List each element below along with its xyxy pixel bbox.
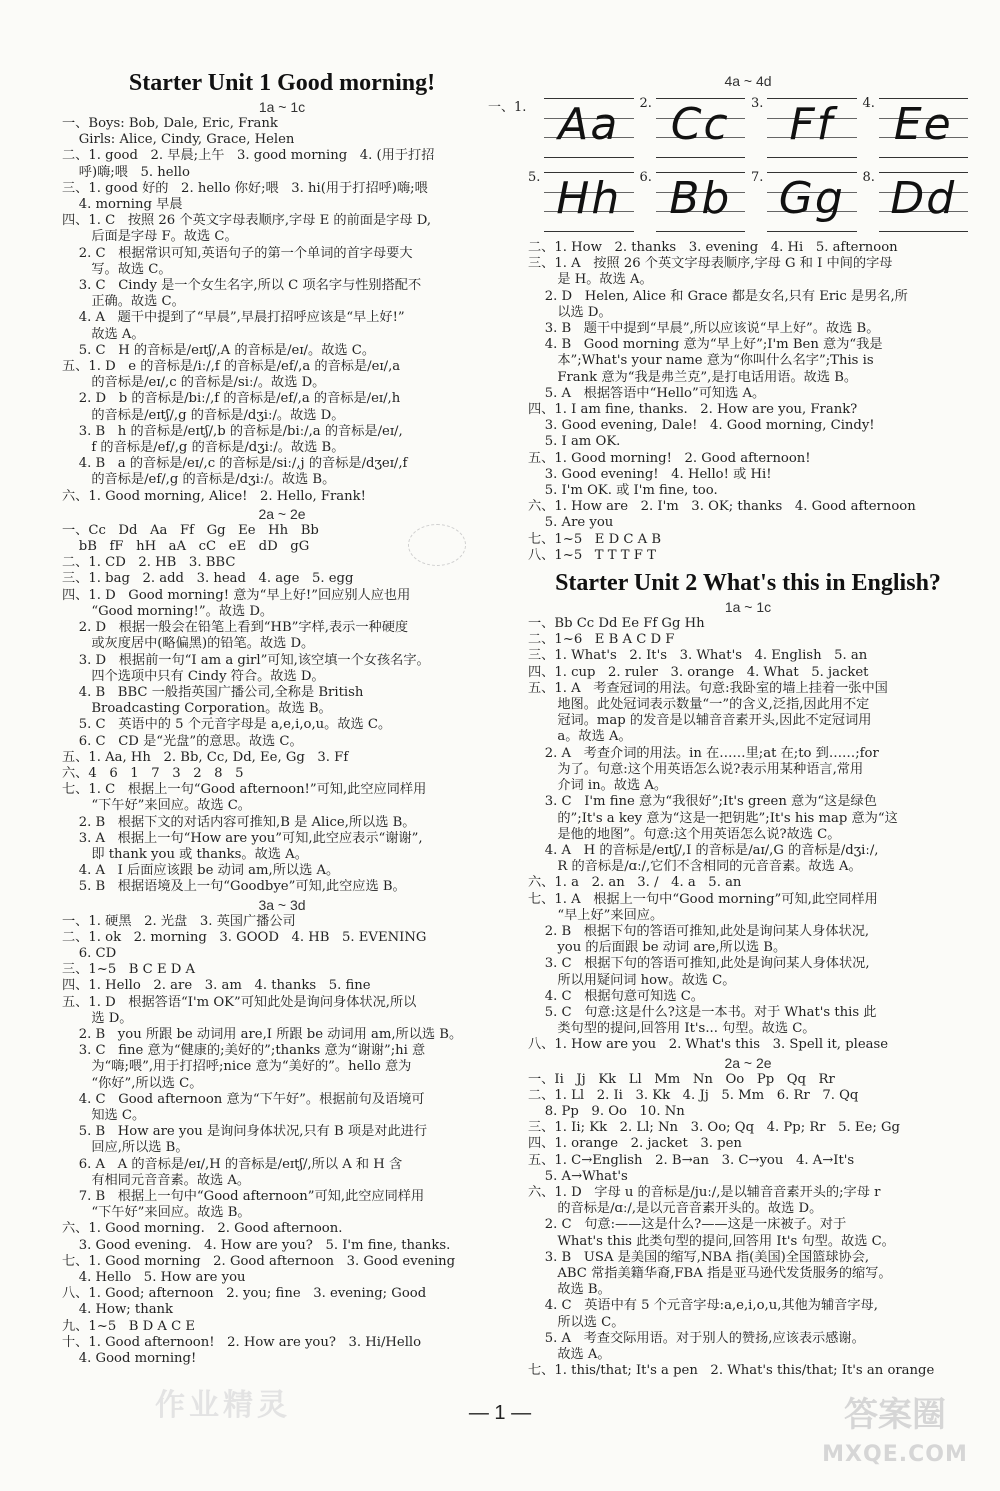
- answer-line: 类句型的提问,回答用 It's... 句型。故选 C。: [528, 1021, 816, 1037]
- letter-item-number: 2.: [639, 96, 652, 111]
- answer-line: 以选 D。: [528, 304, 612, 320]
- answer-line: 即 thank you 或 thanks。故选 A。: [62, 846, 308, 862]
- answer-line: Broadcasting Corporation。故选 B。: [62, 701, 332, 717]
- handwriting-letter-cell: [528, 168, 634, 234]
- answer-line: 5. C H 的音标是/eɪtʃ/,A 的音标是/eɪ/。故选 C。: [62, 342, 376, 358]
- answer-line: 四、1. Hello 2. are 3. am 4. thanks 5. fine: [62, 978, 371, 994]
- answer-line: f 的音标是/ef/,g 的音标是/dʒiː/。故选 B。: [62, 440, 345, 456]
- answer-line: 2. A 考查介词的用法。in 在……里;at 在;to 到……;for: [528, 745, 879, 761]
- answer-line: 故选 A。: [62, 326, 145, 342]
- handwriting-letters-grid: [488, 94, 968, 234]
- answer-line: 是 H。故选 A。: [528, 272, 653, 288]
- answer-line: What's this 此类句型的提问,回答用 It's 句型。故选 C。: [528, 1233, 895, 1249]
- handwritten-letter-pair: Aa: [558, 99, 620, 150]
- handwriting-letter-cell: [640, 168, 746, 234]
- answer-line: 后面是字母 F。故选 C。: [62, 229, 238, 245]
- answer-line: 2. B you 所跟 be 动词用 are,I 所跟 be 动词用 am,所以选 B。: [62, 1026, 463, 1042]
- answer-line: 2. C 根据常识可知,英语句子的第一个单词的首字母要大: [62, 245, 413, 261]
- answer-line: 或灰度居中(略偏黑)的铅笔。故选 D。: [62, 636, 315, 652]
- handwriting-letter-cell: [751, 94, 857, 160]
- answer-line: 2. D Helen, Alice 和 Grace 都是女名,只有 Eric 是男名,所: [528, 288, 908, 304]
- answer-line: you 的后面跟 be 动词 are,所以选 B。: [528, 940, 787, 956]
- answer-line: 七、1. Good morning 2. Good afternoon 3. Good evening: [62, 1253, 456, 1269]
- answer-line: 4. A H 的音标是/eɪtʃ/,I 的音标是/aɪ/,G 的音标是/dʒiː/,: [528, 842, 879, 858]
- answer-line: 5. I'm OK. 或 I'm fine, too.: [528, 483, 718, 499]
- answer-line: ABC 常指美籍华裔,FBA 指是亚马逊代发货服务的缩写。: [528, 1265, 892, 1281]
- answer-line: 三、1. bag 2. add 3. head 4. age 5. egg: [62, 571, 354, 587]
- answer-line: 知选 C。: [62, 1107, 146, 1123]
- answer-line: 介词 in。故选 A。: [528, 778, 668, 794]
- answer-line: 一、1. 硬黑 2. 光盘 3. 英国广播公司: [62, 913, 296, 929]
- answer-line: 六、1. How are 2. I'm 3. OK; thanks 4. Good afternoon: [528, 499, 916, 515]
- answer-line: 十、1. Good afternoon! 2. How are you? 3. Hi/Hello: [62, 1334, 422, 1350]
- answer-line: 二、1. CD 2. HB 3. BBC: [62, 555, 236, 571]
- answer-line: 5. B 根据语境及上一句“Goodbye”可知,此空应选 B。: [62, 879, 406, 895]
- answer-line: 4. C 根据句意可知选 C。: [528, 988, 704, 1004]
- page-number: — 1 —: [468, 1402, 532, 1424]
- answer-line: 5. C 英语中的 5 个元音字母是 a,e,i,o,u。故选 C。: [62, 717, 392, 733]
- answer-line: 六、4 6 1 7 3 2 8 5: [62, 765, 244, 781]
- handwritten-letter-pair: Ff: [789, 99, 835, 150]
- answer-line: 二、1. good 2. 早晨;上午 3. good morning 4. (用于打招: [62, 148, 435, 164]
- handwriting-letter-cell: [640, 94, 746, 160]
- answer-line: 故选 B。: [528, 1282, 611, 1298]
- section-head-4a-4d: 4a ~ 4d: [724, 73, 772, 89]
- answer-line: 2. B 根据下文的对话内容可推知,B 是 Alice,所以选 B。: [62, 814, 416, 830]
- answer-line: 2. B 根据下句的答语可推知,此处是询问某人身体状况,: [528, 923, 870, 939]
- answer-line: 一、Bb Cc Dd Ee Ff Gg Hh: [528, 616, 705, 632]
- answer-line: 四、1. D Good morning! 意为“早上好!”回应别人应也用: [62, 587, 411, 603]
- watermark-right-sub: MXQE.COM: [822, 1442, 968, 1467]
- answer-line: 6. C CD 是“光盘”的意思。故选 C。: [62, 733, 303, 749]
- letter-item-number: 一、1.: [488, 100, 527, 115]
- answer-line: 的音标是/eɪ/,c 的音标是/siː/。故选 D。: [62, 375, 326, 391]
- answer-line: 3. Good evening! 4. Hello! 或 Hi!: [528, 466, 772, 482]
- answer-line: 6. CD: [62, 945, 117, 961]
- answer-line: 九、1~5 B D A C E: [62, 1318, 196, 1334]
- answer-line: 八、1. Good; afternoon 2. you; fine 3. evening; Good: [62, 1286, 427, 1302]
- answer-line: 3. C Cindy 是一个女生名字,所以 C 项名字与性别搭配不: [62, 278, 422, 294]
- answer-line: 4. B BBC 一般指英国广播公司,全称是 British: [62, 684, 364, 700]
- answer-line: 六、1. Good morning. 2. Good afternoon.: [62, 1221, 343, 1237]
- answer-line: 4. C Good afternoon 意为“下午好”。根据前句及语境可: [62, 1091, 425, 1107]
- answer-line: 七、1. A 根据上一句中“Good morning”可知,此空同样用: [528, 891, 878, 907]
- answer-line: 四、1. cup 2. ruler 3. orange 4. What 5. jacket: [528, 664, 869, 680]
- answer-line: 五、1. Good morning! 2. Good afternoon!: [528, 450, 811, 466]
- handwriting-letter-cell: [751, 168, 857, 234]
- answer-line: 3. A 根据上一句“How are you”可知,此空应表示“谢谢”,: [62, 830, 423, 846]
- letter-item-number: 7.: [751, 170, 764, 185]
- answer-line: 选 D。: [62, 1010, 133, 1026]
- answer-line: “早上好”来回应。: [528, 907, 664, 923]
- answer-line: 五、1. D e 的音标是/iː/,f 的音标是/ef/,a 的音标是/eɪ/,a: [62, 359, 401, 375]
- answer-line: 的音标是/eɪtʃ/,g 的音标是/dʒiː/。故选 D。: [62, 407, 345, 423]
- answer-line: 回应,所以选 B。: [62, 1140, 189, 1156]
- answer-line: 的音标是/ef/,g 的音标是/dʒiː/。故选 B。: [62, 472, 336, 488]
- answer-line: 4. A 题干中提到了“早晨”,早晨打招呼应该是“早上好!”: [62, 310, 405, 326]
- right-column: [488, 68, 968, 1379]
- answer-line: 所以用疑问词 how。故选 C。: [528, 972, 736, 988]
- unit-2-title: Starter Unit 2 What's this in English?: [555, 570, 941, 597]
- answer-line: 8. Pp 9. Oo 10. Nn: [528, 1103, 685, 1119]
- section-head: 3a ~ 3d: [258, 896, 306, 913]
- answer-line: 7. B 根据上一句中“Good afternoon”可知,此空应同样用: [62, 1189, 425, 1204]
- answer-line: 三、1. good 好的 2. hello 你好;喂 3. hi(用于打招呼)嗨;喂: [62, 180, 428, 196]
- answer-line: 为了。句意:这个用英语怎么说?表示用某种语言,常用: [528, 761, 864, 777]
- answer-line: 一、Boys: Bob, Dale, Eric, Frank: [62, 116, 278, 131]
- answer-line: 七、1. C 根据上一句“Good afternoon!”可知,此空应同样用: [62, 782, 427, 798]
- watermark-right: [810, 1395, 980, 1475]
- answer-line: R 的音标是/ɑː/,它们不含相同的元音音素。故选 A。: [528, 859, 862, 875]
- answer-line: 3. B USA 是美国的缩写,NBA 指(美国)全国篮球协会,: [528, 1249, 870, 1265]
- answer-line: 八、1~5 T T T F T: [528, 547, 656, 563]
- letter-item-number: 8.: [862, 170, 875, 185]
- answer-line: 5. A→What's: [528, 1168, 628, 1184]
- answer-line: 地图。此处冠词表示数量“一”的含义,泛指,因此用不定: [528, 697, 870, 713]
- answer-line: 四、1. C 按照 26 个英文字母表顺序,字母 E 的前面是字母 D,: [62, 213, 432, 229]
- answer-line: 所以选 C。: [528, 1314, 625, 1330]
- answer-line: 本”;What's your name 意为“你叫什么名字”;This is: [528, 353, 874, 369]
- answer-line: 正确。故选 C。: [62, 294, 185, 310]
- unit-1-sections: [62, 98, 502, 1367]
- answer-line: 5. C 句意:这是什么?这是一本书。对于 What's this 此: [528, 1004, 877, 1020]
- answer-line: 4. Hello 5. How are you: [62, 1270, 246, 1286]
- letter-item-number: 4.: [862, 96, 875, 111]
- answer-line: 一、Cc Dd Aa Ff Gg Ee Hh Bb: [62, 522, 319, 538]
- answer-line: 八、1. How are you 2. What's this 3. Spell it, please: [528, 1037, 889, 1053]
- answer-line: 呼)嗨;喂 5. hello: [62, 164, 190, 180]
- answer-line: 5. A 考查交际用语。对于别人的赞扬,应该表示感谢。: [528, 1330, 865, 1346]
- answer-line: 2. D b 的音标是/biː/,f 的音标是/ef/,a 的音标是/eɪ/,h: [62, 391, 401, 407]
- answer-line: 是他的地图”。句意:这个用英语怎么说?故选 C。: [528, 826, 841, 842]
- answer-line: 4. B a 的音标是/eɪ/,c 的音标是/siː/,j 的音标是/dʒeɪ/,f: [62, 456, 408, 472]
- answer-line: 3. B 题干中提到“早晨”,所以应该说“早上好”。故选 B。: [528, 321, 880, 337]
- answer-line: Frank 意为“我是弗兰克”,是打电话用语。故选 B。: [528, 369, 858, 385]
- faint-stamp: [408, 524, 466, 566]
- answer-line: 六、1. D 字母 u 的音标是/juː/,是以辅音音素开头的;字母 r: [528, 1184, 881, 1200]
- answer-line: 4. C 英语中有 5 个元音字母:a,e,i,o,u,其他为辅音字母,: [528, 1298, 878, 1314]
- handwritten-letter-pair: Bb: [669, 173, 732, 224]
- handwriting-letter-cell: [863, 94, 969, 160]
- answer-line: 四、1. orange 2. jacket 3. pen: [528, 1136, 742, 1152]
- answer-line: 4. B Good morning 意为“早上好”;I'm Ben 意为“我是: [528, 337, 883, 353]
- answer-line: 为“嗨;喂”,用于打招呼;nice 意为“美好的”。hello 意为: [62, 1059, 412, 1075]
- handwritten-letter-pair: Ee: [893, 99, 953, 150]
- answer-line: “下午好”来回应。故选 C。: [62, 798, 251, 814]
- section-head: 2a ~ 2e: [258, 505, 306, 522]
- answer-line: “你好”,所以选 C。: [62, 1075, 203, 1091]
- answer-line: 二、1. ok 2. morning 3. GOOD 4. HB 5. EVENING: [62, 929, 427, 945]
- answer-line: 二、1~6 E B A C D F: [528, 632, 675, 648]
- unit-2-sections: [528, 598, 968, 1379]
- answer-line: 4. morning 早晨: [62, 197, 183, 213]
- watermark-left: 作业精灵: [155, 1388, 291, 1423]
- answer-line: 七、1~5 E D C A B: [528, 531, 662, 547]
- answer-line: 3. C fine 意为“健康的;美好的”;thanks 意为“谢谢”;hi 意: [62, 1043, 426, 1059]
- answer-line: 五、1. C→English 2. B→an 3. C→you 4. A→It's: [528, 1152, 855, 1168]
- handwriting-letter-cell: [488, 94, 634, 160]
- answer-line: 写。故选 C。: [62, 261, 172, 277]
- handwriting-letter-cell: [863, 168, 969, 234]
- answer-line: 的”;It's a key 意为“这是一把钥匙”;It's his map 意为“这: [528, 810, 898, 826]
- answer-line: 四、1. I am fine, thanks. 2. How are you, Frank?: [528, 402, 858, 418]
- answer-line: 5. Are you: [528, 515, 614, 531]
- answer-line: 5. B How are you 是询问身体状况,只有 B 项是对此进行: [62, 1124, 428, 1140]
- answer-line: 3. Good evening, Dale! 4. Good morning, Cindy!: [528, 418, 875, 434]
- section-head: 2a ~ 2e: [724, 1054, 772, 1071]
- answer-line: 冠词。map 的发音是以辅音音素开头,因此不定冠词用: [528, 713, 872, 729]
- answer-line: “下午好”来回应。故选 B。: [62, 1205, 251, 1221]
- answer-line: a。故选 A。: [528, 729, 632, 745]
- answer-line: 4. How; thank: [62, 1302, 174, 1318]
- answer-line: 三、1. Ii; Kk 2. Ll; Nn 3. Oo; Qq 4. Pp; Rr 5. Ee; Gg: [528, 1120, 900, 1136]
- section-head: 1a ~ 1c: [724, 599, 772, 616]
- section-head: 1a ~ 1c: [258, 99, 306, 115]
- letter-item-number: 3.: [751, 96, 764, 111]
- answer-line: 五、1. Aa, Hh 2. Bb, Cc, Dd, Ee, Gg 3. Ff: [62, 749, 349, 765]
- handwritten-letter-pair: Cc: [670, 99, 730, 150]
- answer-line: 五、1. A 考查冠词的用法。句意:我卧室的墙上挂着一张中国: [528, 680, 888, 696]
- handwritten-letter-pair: Hh: [556, 173, 622, 224]
- letter-item-number: 6.: [639, 170, 652, 185]
- handwritten-letter-pair: Dd: [890, 173, 957, 224]
- answer-line: 二、1. How 2. thanks 3. evening 4. Hi 5. afternoon: [528, 240, 898, 255]
- answer-line: 六、1. a 2. an 3. / 4. a 5. an: [528, 875, 742, 891]
- handwritten-letter-pair: Gg: [778, 173, 845, 224]
- answer-line: 5. I am OK.: [528, 434, 621, 450]
- answer-line: 四个选项中只有 Cindy 符合。故选 D。: [62, 668, 325, 684]
- answer-line: 3. C 根据下句的答语可推知,此处是询问某人身体状况,: [528, 956, 870, 972]
- answer-line: Girls: Alice, Cindy, Grace, Helen: [62, 132, 295, 148]
- answer-line: 3. D 根据前一句“I am a girl”可知,该空填一个女孩名字。: [62, 652, 430, 668]
- answer-line: 有相同元音音素。故选 A。: [62, 1172, 251, 1188]
- unit-1-title: Starter Unit 1 Good morning!: [128, 70, 436, 96]
- answer-line: 的音标是/ɑː/,是以元音音素开头的。故选 D。: [528, 1201, 823, 1217]
- answer-line: 三、1. A 按照 26 个英文字母表顺序,字母 G 和 I 中间的字母: [528, 256, 893, 272]
- answer-line: 2. C 句意:——这是什么?——这是一床被子。对于: [528, 1217, 847, 1233]
- answer-line: 3. Good evening. 4. How are you? 5. I'm fine, thanks.: [62, 1237, 451, 1253]
- answer-line: 6. A A 的音标是/eɪ/,H 的音标是/eɪtʃ/,所以 A 和 H 含: [62, 1156, 403, 1172]
- answer-line: bB fF hH aA cC eE dD gG: [62, 539, 310, 555]
- answer-line: 七、1. this/that; It's a pen 2. What's this/that; It's an orange: [528, 1363, 935, 1379]
- answer-line: 二、1. Ll 2. Ii 3. Kk 4. Jj 5. Mm 6. Rr 7. Qq: [528, 1087, 859, 1103]
- answer-line: 三、1~5 B C E D A: [62, 962, 196, 978]
- answer-line: 3. C I'm fine 意为“我很好”;It's green 意为“这是绿色: [528, 794, 877, 810]
- answer-line: 六、1. Good morning, Alice! 2. Hello, Frank!: [62, 488, 366, 504]
- answer-line: 2. D 根据一般会在铅笔上看到“HB”字样,表示一种硬度: [62, 620, 409, 636]
- answer-line: 三、1. What's 2. It's 3. What's 4. English 5. an: [528, 648, 868, 664]
- answer-line: 4. Good morning!: [62, 1351, 197, 1367]
- answer-line: 故选 A。: [528, 1347, 611, 1362]
- watermark-right-main: 答案圈: [844, 1395, 946, 1435]
- unit-1-tail-answers: [528, 240, 968, 564]
- left-column: [62, 68, 502, 1367]
- answer-line: 一、Ii Jj Kk Ll Mm Nn Oo Pp Qq Rr: [528, 1071, 835, 1087]
- answer-line: “Good morning!”。故选 D。: [62, 603, 274, 619]
- answer-line: 五、1. D 根据答语“I'm OK”可知此处是询问身体状况,所以: [62, 994, 417, 1010]
- answer-line: 4. A I 后面应该跟 be 动词 am,所以选 A。: [62, 863, 340, 879]
- answer-line: 5. A 根据答语中“Hello”可知选 A。: [528, 385, 766, 401]
- answer-line: 3. B h 的音标是/eɪtʃ/,b 的音标是/biː/,a 的音标是/eɪ/,: [62, 423, 403, 439]
- letter-item-number: 5.: [528, 170, 541, 185]
